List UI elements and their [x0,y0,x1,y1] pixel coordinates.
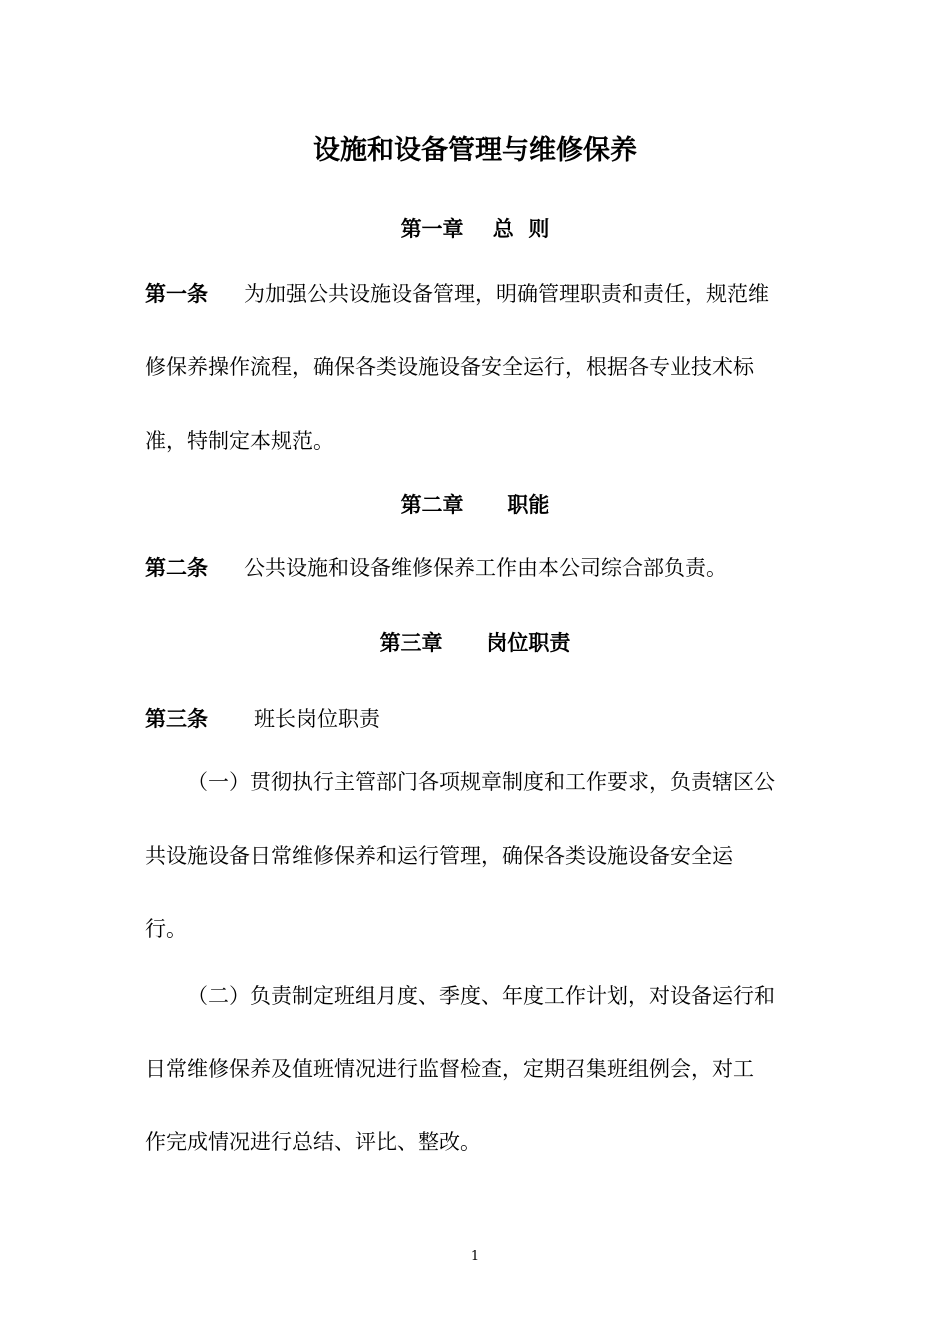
item-1-line-1 [145,767,815,797]
item-1-line-3: 行。 [145,917,187,941]
article-3-line [145,704,815,734]
article-1-line-3: 准，特制定本规范。 [145,429,334,453]
item-2-line-3: 作完成情况进行总结、评比、整改。 [145,1130,481,1154]
article-2-text: 公共设施和设备维修保养工作由本公司综合部负责。 [244,556,727,580]
document-title: 设施和设备管理与维修保养 [313,135,637,166]
article-3-text: 班长岗位职责 [254,707,380,731]
page-number: 1 [470,1249,480,1264]
item-2-line-1 [145,981,815,1011]
article-2-label: 第二条 [145,555,208,580]
chapter-1-heading: 第一章 总 则 [400,216,550,241]
chapter-3-heading: 第三章 岗位职责 [379,630,571,655]
article-1-line-1 [145,279,815,309]
article-2-line [145,553,815,583]
item-2-line-2: 日常维修保养及值班情况进行监督检查，定期召集班组例会，对工 [145,1057,754,1081]
item-1-line-2: 共设施设备日常维修保养和运行管理，确保各类设施设备安全运 [145,844,733,868]
article-1-label: 第一条 [145,281,208,306]
chapter-2-heading: 第二章 职能 [400,492,550,517]
item-1-text-1: （一）贯彻执行主管部门各项规章制度和工作要求，负责辖区公 [187,770,775,794]
article-1-line-2: 修保养操作流程，确保各类设施设备安全运行，根据各专业技术标 [145,355,754,379]
article-3-label: 第三条 [145,706,208,731]
article-1-text-1: 为加强公共设施设备管理，明确管理职责和责任，规范维 [244,282,769,306]
item-2-text-1: （二）负责制定班组月度、季度、年度工作计划，对设备运行和 [187,984,775,1008]
